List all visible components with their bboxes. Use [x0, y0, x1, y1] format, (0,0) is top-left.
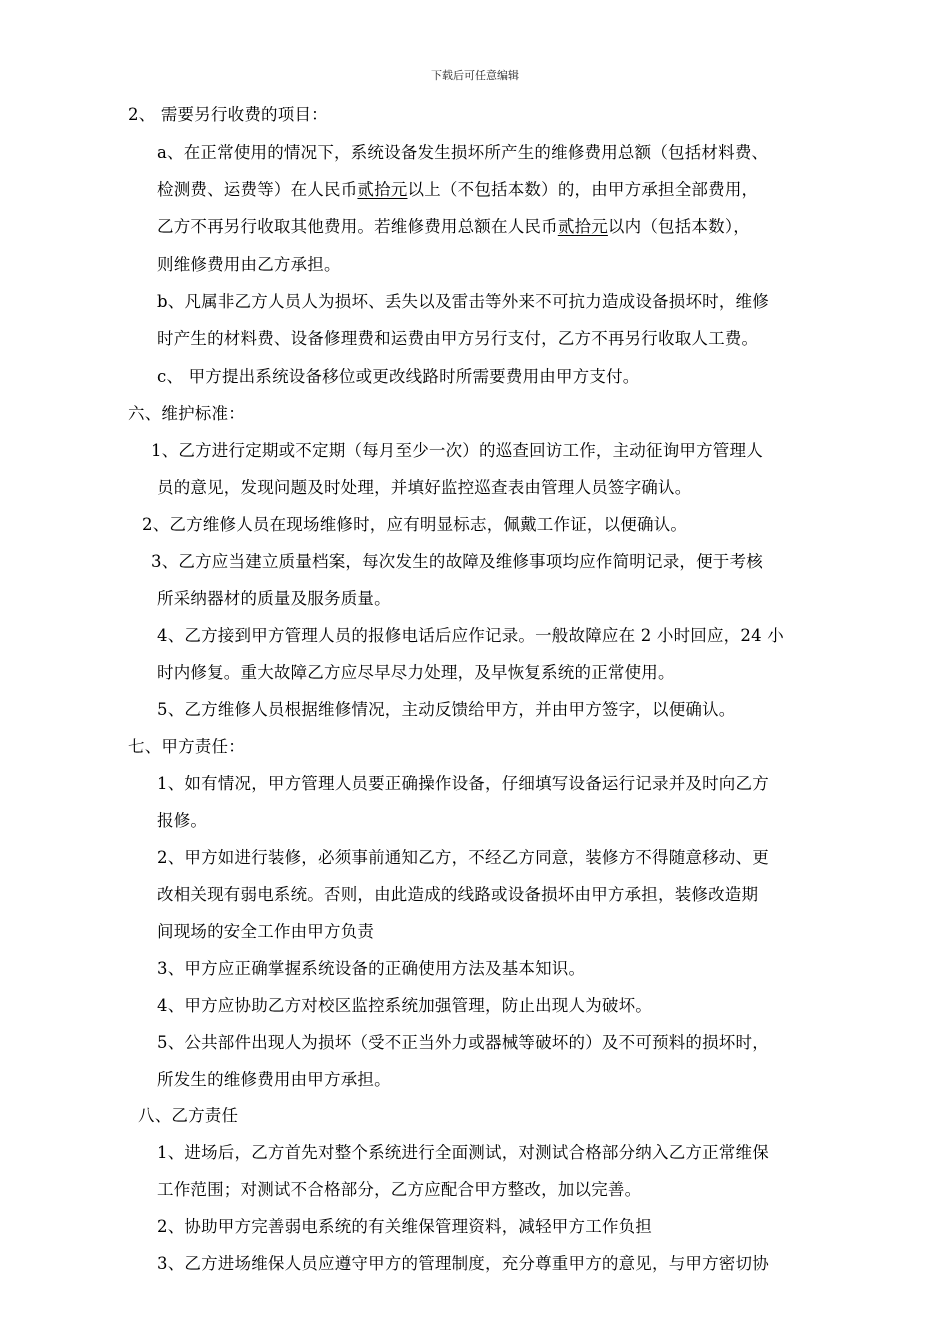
party-b-3-line-1: 3、乙方进场维保人员应遵守甲方的管理制度，充分尊重甲方的意见，与甲方密切协 — [157, 1254, 769, 1273]
party-b-1-line-2: 工作范围；对测试不合格部分，乙方应配合甲方整改，加以完善。 — [157, 1180, 642, 1199]
standard-2: 2、乙方维修人员在现场维修时，应有明显标志，佩戴工作证，以便确认。 — [142, 515, 688, 534]
standard-1-line-1: 1、乙方进行定期或不定期（每月至少一次）的巡查回访工作，主动征询甲方管理人 — [151, 441, 763, 460]
section-heading-7: 七、甲方责任： — [128, 737, 245, 756]
clause-a-line-3: 乙方不再另行收取其他费用。若维修费用总额在人民币贰拾元以内（包括本数）， — [157, 217, 750, 236]
clause-b-line-1: b、凡属非乙方人员人为损坏、丢失以及雷击等外来不可抗力造成设备损坏时，维修 — [157, 292, 769, 311]
party-b-1-line-1: 1、进场后，乙方首先对整个系统进行全面测试，对测试合格部分纳入乙方正常维保 — [157, 1143, 769, 1162]
clause-a-line-2: 检测费、运费等）在人民币贰拾元以上（不包括本数）的，由甲方承担全部费用， — [157, 180, 759, 199]
party-a-2-line-3: 间现场的安全工作由甲方负责 — [157, 922, 375, 941]
standard-4-line-2: 时内修复。重大故障乙方应尽早尽力处理，及早恢复系统的正常使用。 — [157, 663, 675, 682]
standard-3-line-2: 所采纳器材的质量及服务质量。 — [157, 589, 391, 608]
clause-a-line-4: 则维修费用由乙方承担。 — [157, 255, 341, 274]
party-a-2-line-2: 改相关现有弱电系统。否则，由此造成的线路或设备损坏由甲方承担，装修改造期 — [157, 885, 759, 904]
party-a-1-line-2: 报修。 — [157, 811, 208, 830]
party-a-5-line-2: 所发生的维修费用由甲方承担。 — [157, 1070, 391, 1089]
section-heading-8: 八、乙方责任 — [138, 1106, 239, 1125]
party-a-4: 4、甲方应协助乙方对校区监控系统加强管理，防止出现人为破坏。 — [157, 996, 652, 1015]
party-b-2: 2、协助甲方完善弱电系统的有关维保管理资料，减轻甲方工作负担 — [157, 1217, 652, 1236]
standard-5: 5、乙方维修人员根据维修情况，主动反馈给甲方，并由甲方签字，以便确认。 — [157, 700, 736, 719]
party-a-1-line-1: 1、如有情况，甲方管理人员要正确操作设备，仔细填写设备运行记录并及时向乙方 — [157, 774, 769, 793]
amount-underline: 贰拾元 — [357, 180, 408, 199]
party-a-3: 3、甲方应正确掌握系统设备的正确使用方法及基本知识。 — [157, 959, 586, 978]
standard-3-line-1: 3、乙方应当建立质量档案，每次发生的故障及维修事项均应作简明记录，便于考核 — [151, 552, 763, 571]
section-item-2: 2、 需要另行收费的项目： — [128, 105, 328, 124]
clause-c: c、 甲方提出系统设备移位或更改线路时所需要费用由甲方支付。 — [157, 367, 640, 386]
amount-underline: 贰拾元 — [557, 217, 608, 236]
party-a-5-line-1: 5、公共部件出现人为损坏（受不正当外力或器械等破坏的）及不可预料的损坏时， — [157, 1033, 769, 1052]
section-heading-6: 六、维护标准： — [128, 404, 245, 423]
standard-4-line-1: 4、乙方接到甲方管理人员的报修电话后应作记录。一般故障应在 2 小时回应，24 小 — [157, 626, 784, 645]
page-header: 下载后可任意编辑 — [431, 69, 519, 82]
clause-a-line-1: a、在正常使用的情况下，系统设备发生损坏所产生的维修费用总额（包括材料费、 — [157, 143, 769, 162]
party-a-2-line-1: 2、甲方如进行装修，必须事前通知乙方，不经乙方同意，装修方不得随意移动、更 — [157, 848, 769, 867]
clause-b-line-2: 时产生的材料费、设备修理费和运费由甲方另行支付，乙方不再另行收取人工费。 — [157, 329, 759, 348]
standard-1-line-2: 员的意见，发现问题及时处理，并填好监控巡查表由管理人员签字确认。 — [157, 478, 692, 497]
